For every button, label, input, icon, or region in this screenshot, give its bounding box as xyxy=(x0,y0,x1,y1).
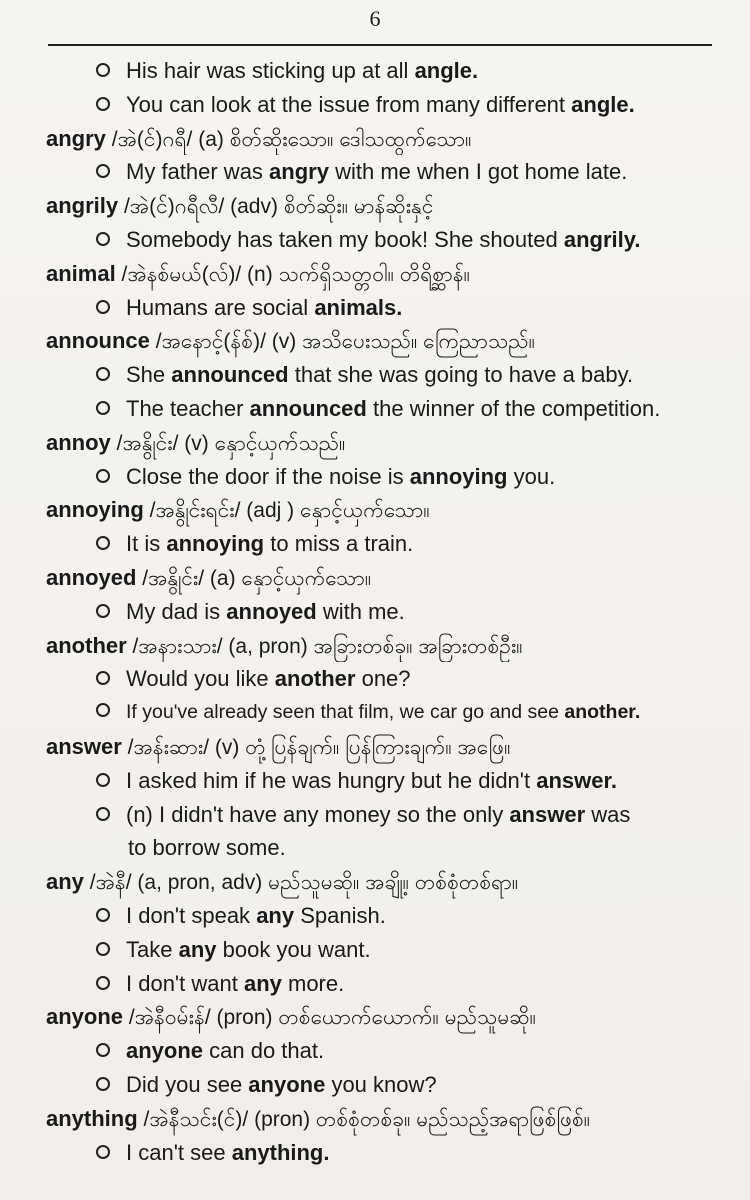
example-sentence xyxy=(46,933,736,967)
example-text: Would you like xyxy=(126,666,275,692)
example-text: She xyxy=(126,362,172,388)
example-sentence xyxy=(46,155,736,189)
bullet-circle-icon xyxy=(96,604,110,618)
example-sentence xyxy=(46,967,736,1001)
example-sentence xyxy=(46,798,736,832)
example-text: you know? xyxy=(325,1071,437,1097)
headword: annoy xyxy=(46,429,111,455)
highlighted-word: annoying xyxy=(409,463,508,489)
example-sentence xyxy=(46,460,736,494)
headword: angrily xyxy=(46,193,119,219)
entry-line xyxy=(46,122,736,156)
bullet-circle-icon xyxy=(96,703,110,717)
highlighted-word: angle. xyxy=(414,58,479,83)
entry-line xyxy=(46,1102,736,1136)
example-sentence xyxy=(46,527,736,561)
highlighted-word: another xyxy=(274,666,356,692)
highlighted-word: any xyxy=(178,936,217,962)
example-sentence xyxy=(46,358,736,392)
dictionary-entries xyxy=(46,54,736,1169)
example-text: You can look at the issue from many different xyxy=(126,91,572,117)
highlighted-word: announced xyxy=(171,362,289,388)
highlighted-word: annoyed xyxy=(226,598,317,624)
bullet-circle-icon xyxy=(96,773,110,787)
entry-line xyxy=(46,493,736,527)
example-text: book you want. xyxy=(216,936,371,962)
bullet-circle-icon xyxy=(96,97,110,111)
example-text: Somebody has taken my book! She shouted xyxy=(126,226,564,252)
example-sentence xyxy=(46,764,736,798)
headword: announce xyxy=(46,328,150,354)
example-sentence xyxy=(46,899,736,933)
headword: another xyxy=(46,632,127,658)
example-sentence xyxy=(46,1068,736,1102)
highlighted-word: angle. xyxy=(571,91,635,117)
bullet-circle-icon xyxy=(96,536,110,550)
pronunciation-definition: /အနောင့်(န်စ်)/ (v) အသိပေးသည်။ ကြေညာသည်။ xyxy=(149,330,535,354)
entry-line xyxy=(46,730,736,764)
highlighted-word: any xyxy=(243,970,282,996)
highlighted-word: anyone xyxy=(248,1071,326,1097)
bullet-circle-icon xyxy=(96,1043,110,1057)
example-text: I asked him if he was hungry but he didn't xyxy=(126,767,537,793)
example-sentence xyxy=(46,1034,736,1068)
pronunciation-definition: /အဲ(င်)ဂရီလီ/ (adv) စိတ်ဆိုး။ မာန်ဆိုးနှင့် xyxy=(118,195,434,219)
headword: annoyed xyxy=(46,564,137,590)
bullet-circle-icon xyxy=(96,1077,110,1091)
bullet-circle-icon xyxy=(96,908,110,922)
headword: animal xyxy=(46,260,116,286)
example-text: I don't want xyxy=(126,970,244,996)
headword: any xyxy=(46,869,84,895)
bullet-circle-icon xyxy=(96,469,110,483)
bullet-circle-icon xyxy=(96,232,110,246)
example-text: you. xyxy=(507,463,556,489)
bullet-circle-icon xyxy=(96,671,110,685)
headword: answer xyxy=(46,733,122,759)
example-text: Close the door if the noise is xyxy=(126,463,410,489)
example-sentence xyxy=(46,223,736,257)
example-text: Spanish. xyxy=(294,902,386,928)
entry-line xyxy=(46,426,736,460)
highlighted-word: announced xyxy=(249,395,367,421)
pronunciation-definition: /အနွိုင်း/ (v) နှောင့်ယှက်သည်။ xyxy=(110,431,346,455)
entry-line xyxy=(46,324,736,358)
header-rule xyxy=(48,44,712,46)
example-text: It is xyxy=(126,531,167,557)
bullet-circle-icon xyxy=(96,976,110,990)
bullet-circle-icon xyxy=(96,807,110,821)
example-sentence xyxy=(46,54,736,88)
highlighted-word: answer. xyxy=(536,767,617,793)
bullet-circle-icon xyxy=(96,164,110,178)
example-text: If you've already seen that film, we car go and see xyxy=(126,701,565,724)
example-text: I can't see xyxy=(126,1139,232,1165)
pronunciation-definition: /အနွိုင်း/ (a) နှောင့်ယှက်သော။ xyxy=(136,566,372,590)
example-sentence xyxy=(46,291,736,325)
entry-line xyxy=(46,865,736,899)
pronunciation-definition: /အနားသား/ (a, pron) အခြားတစ်ခု။ အခြားတစ်ဦး။ xyxy=(126,634,523,658)
example-text: I don't speak xyxy=(126,902,257,928)
example-continuation xyxy=(46,831,736,865)
example-text: Did you see xyxy=(126,1071,249,1097)
example-text: Take xyxy=(126,936,179,962)
entry-line xyxy=(46,257,736,291)
bullet-circle-icon xyxy=(96,942,110,956)
example-text: with me. xyxy=(316,598,405,624)
entry-line xyxy=(46,561,736,595)
example-sentence xyxy=(46,1136,736,1170)
pronunciation-definition: /အဲနီ/ (a, pron, adv) မည်သူမဆို။ အချို့။ တစ်စုံတစ်ရာ။ xyxy=(83,871,519,895)
example-text: My father was xyxy=(126,159,270,185)
pronunciation-definition: /အဲနီသင်း(င်)/ (pron) တစ်စုံတစ်ခု။ မည်သည့်အရာဖြစ်ဖြစ်။ xyxy=(137,1107,591,1131)
entry-line xyxy=(46,1000,736,1034)
example-text: that she was going to have a baby. xyxy=(288,362,634,388)
example-sentence xyxy=(46,696,736,730)
bullet-circle-icon xyxy=(96,63,110,77)
entry-line xyxy=(46,629,736,663)
example-text: with me when I got home late. xyxy=(328,159,628,185)
example-text: Humans are social xyxy=(126,294,315,320)
entry-line xyxy=(46,189,736,223)
highlighted-word: anyone xyxy=(126,1038,204,1064)
page-number: 6 xyxy=(369,6,381,31)
bullet-circle-icon xyxy=(96,300,110,314)
example-sentence xyxy=(46,662,736,696)
headword: angry xyxy=(46,125,106,151)
example-sentence xyxy=(46,595,736,629)
highlighted-word: animals. xyxy=(314,294,403,320)
highlighted-word: answer xyxy=(509,801,586,827)
example-text: My dad is xyxy=(126,598,227,624)
headword: anything xyxy=(46,1105,138,1131)
example-text: more. xyxy=(281,970,345,996)
pronunciation-definition: /အဲ(င်)ဂရီ/ (a) စိတ်ဆိုးသော။ ဒေါသထွက်သော။ xyxy=(105,127,472,151)
pronunciation-definition: /အန်းဆား/ (v) တုံ့ပြန်ချက်။ ပြန်ကြားချက်။ အဖြေ။ xyxy=(121,735,511,759)
highlighted-word: angry xyxy=(269,159,329,185)
pronunciation-definition: /အဲနီဝမ်းန်/ (pron) တစ်ယောက်ယောက်။ မည်သူမဆို။ xyxy=(123,1006,537,1030)
bullet-circle-icon xyxy=(96,1145,110,1159)
example-text: to miss a train. xyxy=(264,531,414,557)
highlighted-word: angrily. xyxy=(563,226,641,252)
example-text: to borrow some. xyxy=(128,835,286,861)
example-sentence xyxy=(46,392,736,426)
example-text: was xyxy=(585,801,631,827)
highlighted-word: any xyxy=(256,902,295,928)
example-text: can do that. xyxy=(203,1038,325,1064)
example-text: His hair was sticking up at all xyxy=(126,58,415,83)
example-sentence xyxy=(46,88,736,122)
highlighted-word: anything. xyxy=(231,1139,330,1165)
example-text: one? xyxy=(355,666,411,692)
highlighted-word: another. xyxy=(564,701,641,724)
example-text: the winner of the competition. xyxy=(366,395,661,421)
example-text: The teacher xyxy=(126,395,250,421)
pronunciation-definition: /အနွိုင်းရင်း/ (adj ) နှောင့်ယှက်သော။ xyxy=(143,499,430,523)
bullet-circle-icon xyxy=(96,401,110,415)
headword: anyone xyxy=(46,1004,124,1030)
bullet-circle-icon xyxy=(96,367,110,381)
example-text: (n) I didn't have any money so the only xyxy=(126,801,510,827)
headword: annoying xyxy=(46,497,144,523)
pronunciation-definition: /အဲနစ်မယ်(လ်)/ (n) သက်ရှိသတ္တဝါ။ တိရိစ္ဆာန်။ xyxy=(115,262,471,286)
highlighted-word: annoying xyxy=(166,531,265,557)
